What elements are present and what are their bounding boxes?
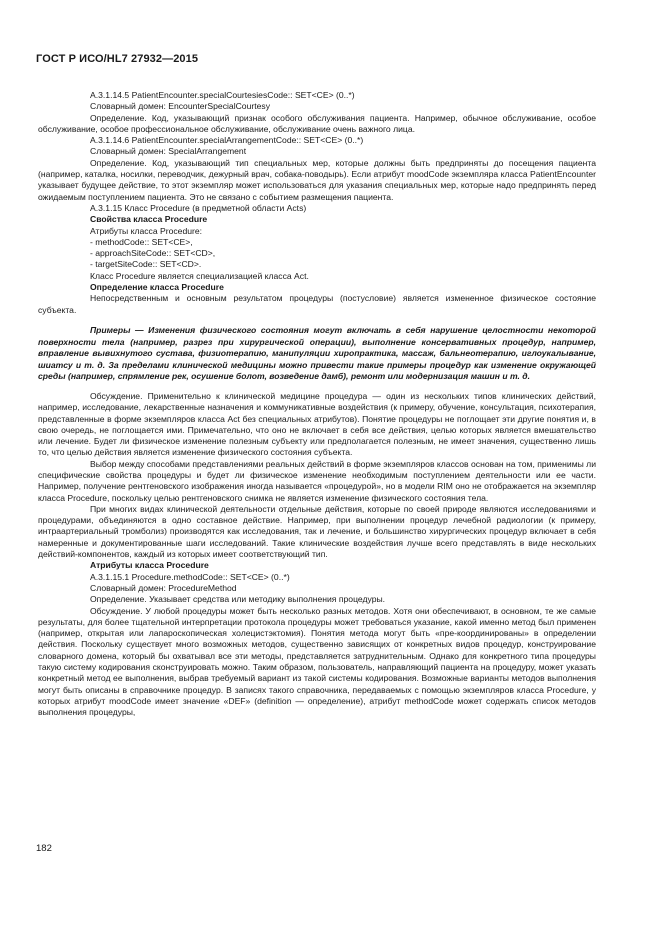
list-item: - approachSiteCode:: SET<CD>, bbox=[90, 248, 216, 259]
paragraph: A.3.1.14.5 PatientEncounter.specialCourtesiesCode:: SET<CE> (0..*) bbox=[90, 90, 355, 100]
page-body bbox=[38, 90, 596, 719]
list-item: - methodCode:: SET<CE>, bbox=[90, 236, 193, 247]
paragraph: Непосредственным и основным результатом процедуры (постусловие) является измененное физическое состояние субъекта. bbox=[38, 293, 596, 315]
paragraph: Класс Procedure является специализацией класса Act. bbox=[90, 270, 309, 281]
paragraph: Словарный домен: EncounterSpecialCourtesy bbox=[90, 101, 270, 112]
subsection-heading: Свойства класса Procedure bbox=[90, 214, 208, 225]
paragraph: A.3.1.14.6 PatientEncounter.specialArrangementCode:: SET<CE> (0..*) bbox=[90, 135, 364, 146]
paragraph: Обсуждение. Применительно к клинической медицине процедура — один из нескольких типов клинических действий, например, исследование, лекарственные назначения и коммуникативные воздействия (к примеру, обучение, консультация, психотерапия, представленные в форме экземпляров класса Act без специальных атрибутов). Понятие процедуры не поглощает эти другие понятия и, в свою очередь, не поглощается ими. Примечательно, что оно не включает в себя все действия, целью которых является вмешательство или лечение. Будет ли физическое изменение полезным субъекту или предполагается полезным, не имеет значения, существенно лишь то, что целью действия является изменение физического состояния субъекта. bbox=[38, 390, 596, 458]
paragraph: Определение. Указывает средства или методику выполнения процедуры. bbox=[90, 594, 386, 605]
subsection-heading: Определение класса Procedure bbox=[90, 282, 224, 293]
example-note: Примеры — Изменения физического состояния могут включать в себя нарушение целостности некоторой поверхности тела (например, разрез при хирургической операции), выполнение консервативных процедур, например, вправление вывихнутого сустава, физиотерапию, манипуляции хиропрактика, массаж, бальнеотерапию, иглоукалывание, шиатсу и т. д. За пределами клинической медицины можно привести такие примеры процедур как изменение окружающей среды (например, спрямление рек, осушение болот, возведение дамб), ремонт или модернизация машин и т. д. bbox=[38, 324, 596, 382]
page-number: 182 bbox=[36, 843, 52, 854]
list-item: - targetSiteCode:: SET<CD>. bbox=[90, 259, 202, 270]
paragraph: Словарный домен: SpecialArrangement bbox=[90, 146, 247, 157]
subsection-heading: Атрибуты класса Procedure bbox=[90, 560, 209, 571]
paragraph: Определение. Код, указывающий признак особого обслуживания пациента. Например, обычное обслуживание, особое обслуживание, особое профессиональное обслуживание, обслуживание очень важного лица. bbox=[38, 112, 596, 134]
paragraph: A.3.1.15.1 Procedure.methodCode:: SET<CE> (0..*) bbox=[90, 571, 290, 582]
section-heading: A.3.1.15 Класс Procedure (в предметной области Acts) bbox=[90, 202, 307, 213]
paragraph: При многих видах клинической деятельности отдельные действия, которые по своей природе являются исследованиями и процедурами, объединяются в одно составное действие. Например, при выполнении процедур лечебной радиологии (к примеру, интраартериальный тромболиз) производятся как исследования, так и лечение, и большинство хирургических процедур включает в себя намеренные и документированные шаги исследований. Такие клинические воздействия лучше всего представлять в виде нескольких действий-компонентов, каждый из которых имеет соответствующий тип. bbox=[38, 503, 596, 560]
paragraph: Выбор между способами представлениями реальных действий в форме экземпляров классов основан на том, применимы ли специфические свойства процедуры и будет ли физическое изменение необходимым поступлением деятельности или ее части. Например, получение рентгеновского изображения иногда называется «процедурой», но в модели RIM оно не отображается на экземпляр класса Procedure, поскольку целью рентгеновского снимка не является изменение физического состояния тела. bbox=[38, 458, 596, 503]
paragraph: Атрибуты класса Procedure: bbox=[90, 225, 203, 236]
paragraph: Определение. Код, указывающий тип специальных мер, которые должны быть предприняты до посещения пациента (например, каталка, носилки, переводчик, дежурный врач, собака-поводырь). Если атрибут moodCode экземпляра класса PatientEncounter указывает будущее действие, то этот экземпляр может использоваться для указания специальных мер, которые надо предпринять перед ожидаемым поступлением пациента. Это не связано с событием размещения пациента. bbox=[38, 157, 596, 202]
paragraph: Словарный домен: ProcedureMethod bbox=[90, 582, 237, 593]
standard-header: ГОСТ Р ИСО/HL7 27932—2015 bbox=[36, 53, 199, 65]
paragraph: Обсуждение. У любой процедуры может быть несколько разных методов. Хотя они обеспечивают, в основном, те же самые результаты, для более тщательной интерпретации протокола процедуры может требоваться указание, какой именно метод был применен (например, открытая или лапароскопическая холецистэктомия). Понятия метода могут быть «пре-координированы» в определении действия. Поскольку существует много возможных методов, существенно зависящих от конкретных видов процедур, конструирование словарного домена, который бы охватывал все эти методы, представляется затруднительным. Однако для конкретного типа процедуры такую систему кодирования сконструировать можно. Таким образом, пользователь, направляющий пациента на процедуру, может указать конкретный метод ее выполнения, выбрав требуемый вариант из такой системы кодирования. Возможные варианты методов выполнения могут быть описаны в справочнике процедур. В записях такого справочника, передаваемых с помощью экземпляров класса Procedure, у которых атрибут moodCode имеет значение «DEF» (definition — определение), атрибут methodCode может содержать список методов выполнения процедуры, bbox=[38, 605, 596, 718]
